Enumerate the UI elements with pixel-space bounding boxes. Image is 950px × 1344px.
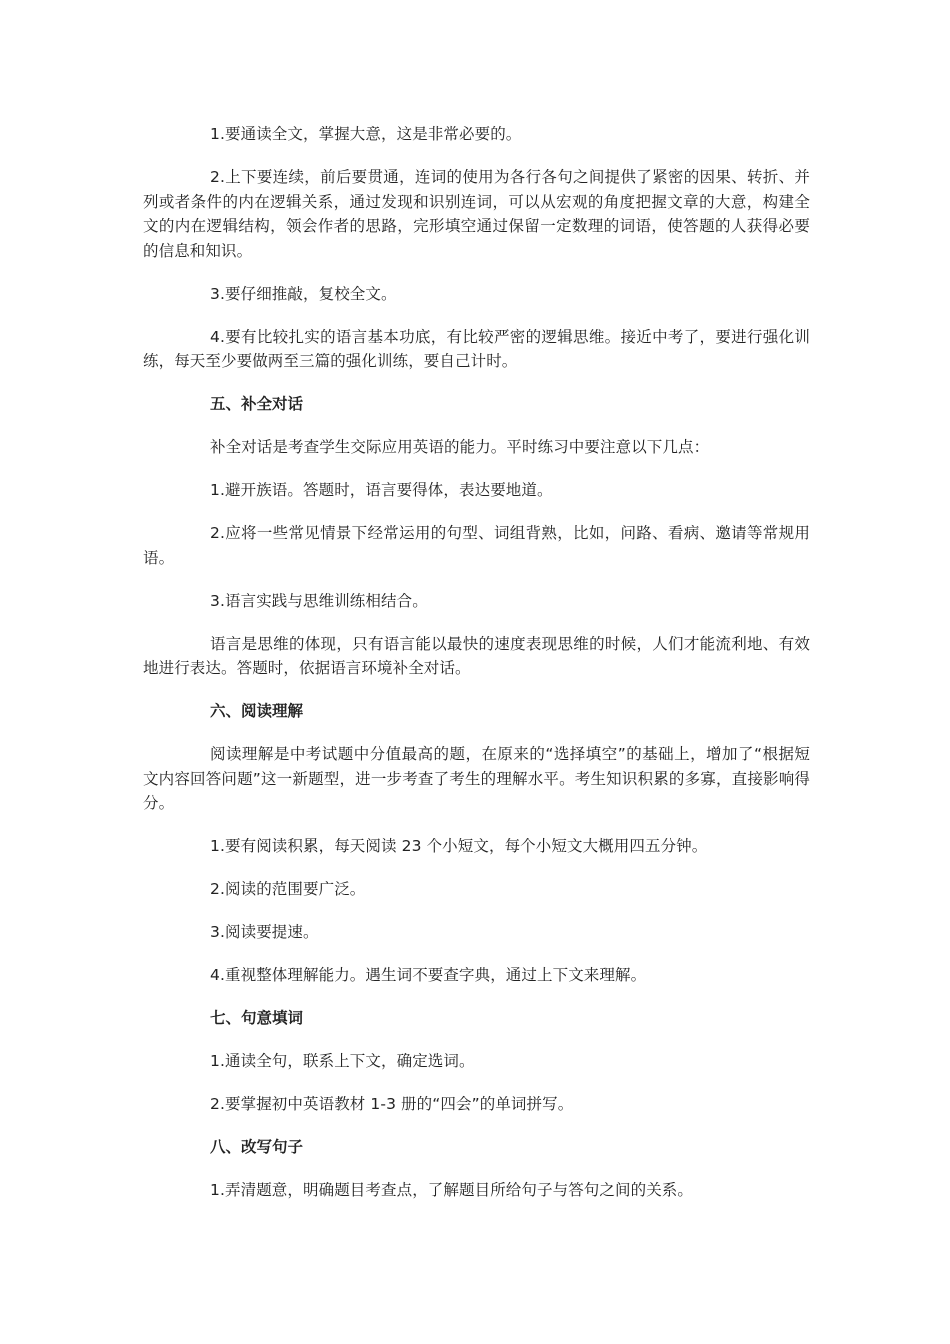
paragraph: 1.要有阅读积累，每天阅读 23 个小短文，每个小短文大概用四五分钟。: [210, 837, 708, 855]
paragraph: 4.要有比较扎实的语言基本功底，有比较严密的逻辑思维。接近中考了，要进行强化训练，每天至少要做两至三篇的强化训练，要自己计时。: [143, 327, 810, 370]
paragraph: 4.重视整体理解能力。遇生词不要查字典，通过上下文来理解。: [210, 966, 647, 984]
section-heading: 六、阅读理解: [210, 702, 304, 720]
paragraph: 2.上下要连续，前后要贯通，连词的使用为各行各句之间提供了紧密的因果、转折、并列或者条件的内在逻辑关系，通过发现和识别连词，可以从宏观的角度把握文章的大意，构建全文的内在逻辑结构，领会作者的思路，完形填空通过保留一定数理的词语，使答题的人获得必要的信息和知识。: [143, 168, 810, 260]
paragraph: 1.弄清题意，明确题目考查点，了解题目所给句子与答句之间的关系。: [210, 1181, 693, 1199]
paragraph: 1.要通读全文，掌握大意，这是非常必要的。: [210, 125, 522, 143]
paragraph: 2.要掌握初中英语教材 1-3 册的“四会”的单词拼写。: [210, 1095, 574, 1113]
section-heading: 八、改写句子: [210, 1138, 304, 1156]
paragraph: 3.要仔细推敲，复校全文。: [210, 284, 397, 303]
paragraph: 1.通读全句，联系上下文，确定选词。: [210, 1052, 475, 1070]
paragraph: 1.避开族语。答题时，语言要得体，表达要地道。: [210, 481, 553, 499]
paragraph: 阅读理解是中考试题中分值最高的题，在原来的“选择填空”的基础上，增加了“根据短文内容回答问题”这一新题型，进一步考查了考生的理解水平。考生知识积累的多寡，直接影响得分。: [143, 745, 810, 812]
paragraph: 2.阅读的范围要广泛。: [210, 880, 366, 898]
paragraph: 语言是思维的体现，只有语言能以最快的速度表现思维的时候，人们才能流利地、有效地进行表达。答题时，依据语言环境补全对话。: [143, 634, 810, 677]
paragraph: 补全对话是考查学生交际应用英语的能力。平时练习中要注意以下几点：: [210, 438, 710, 456]
section-heading: 七、句意填词: [210, 1009, 304, 1027]
paragraph: 3.语言实践与思维训练相结合。: [210, 591, 428, 610]
document-page: [143, 122, 810, 1221]
paragraph: 2.应将一些常见情景下经常运用的句型、词组背熟，比如，问路、看病、邀请等常规用语。: [143, 524, 810, 567]
section-heading: 五、补全对话: [210, 395, 304, 413]
paragraph: 3.阅读要提速。: [210, 923, 319, 941]
